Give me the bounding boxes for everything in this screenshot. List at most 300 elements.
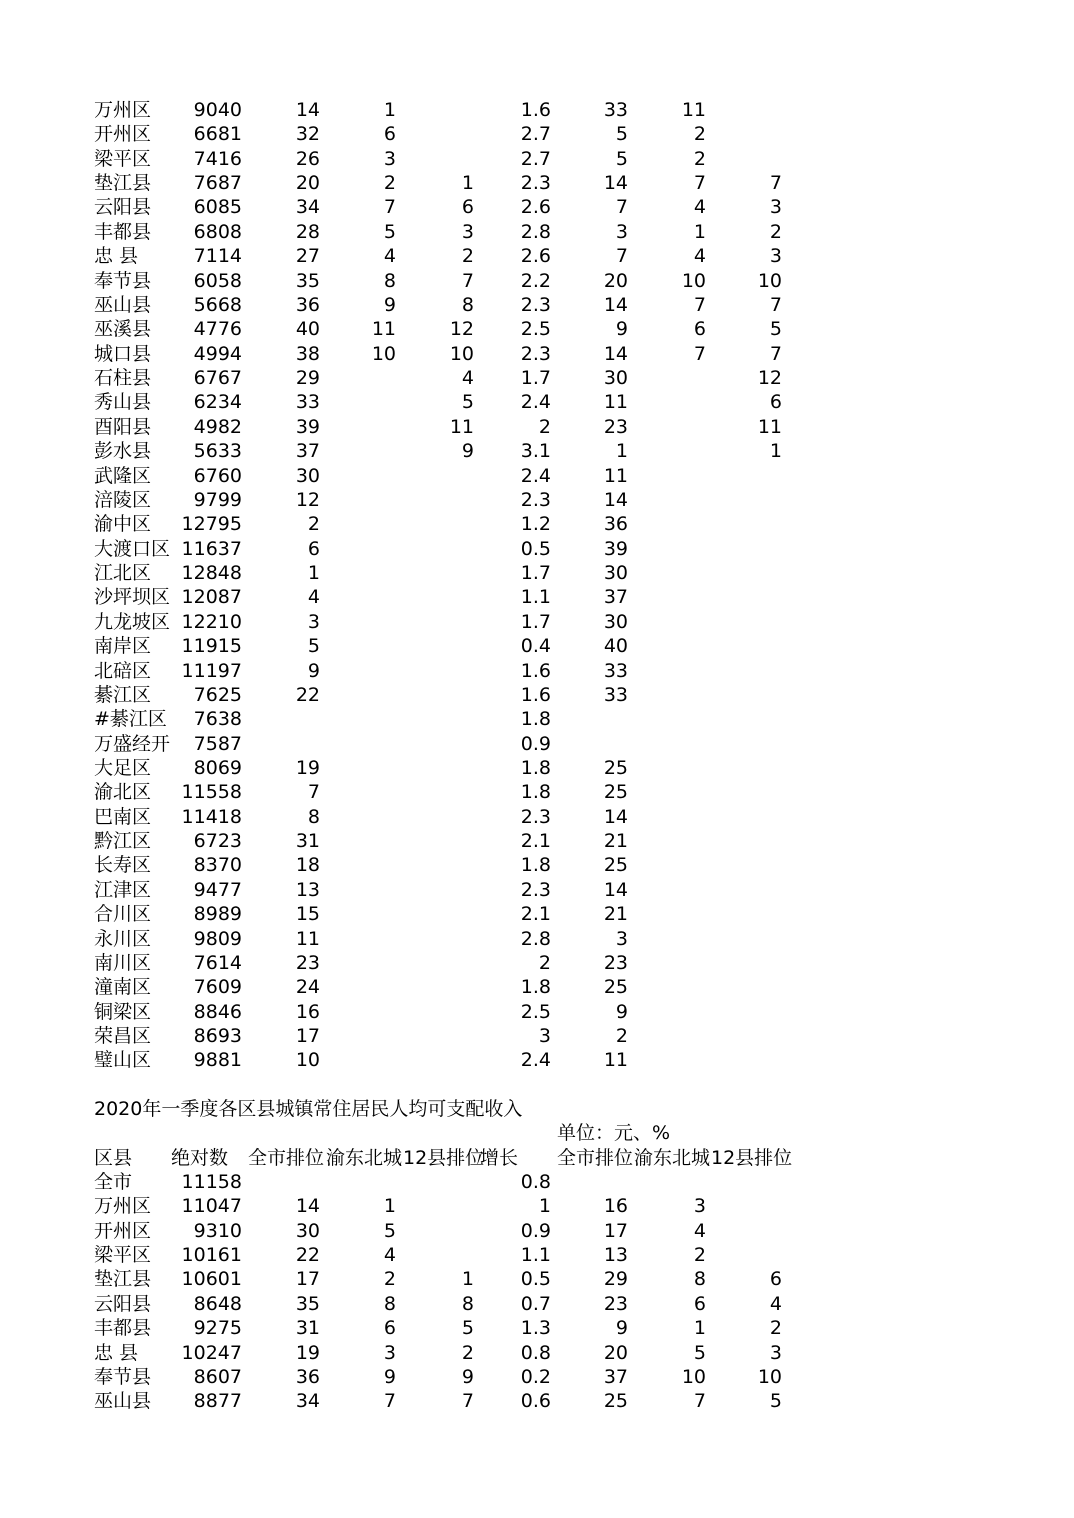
growth-county12-rank: 3 xyxy=(769,1341,782,1364)
growth-yudong-rank: 2 xyxy=(693,1244,706,1267)
city-rank: 15 xyxy=(295,903,320,926)
city-rank: 27 xyxy=(295,245,320,268)
growth-city-rank: 7 xyxy=(615,245,628,268)
absolute-value: 8693 xyxy=(193,1025,242,1048)
absolute-value: 7609 xyxy=(193,976,242,999)
county12-rank: 2 xyxy=(461,245,474,268)
city-rank: 32 xyxy=(295,123,320,146)
county12-rank: 5 xyxy=(461,1317,474,1340)
city-rank: 18 xyxy=(295,854,320,877)
growth-rate: 2.5 xyxy=(520,1000,551,1023)
growth-city-rank: 37 xyxy=(603,586,628,609)
growth-county12-rank: 7 xyxy=(769,342,782,365)
county-name: 黔江区 xyxy=(94,830,152,853)
table-row xyxy=(0,317,1074,341)
city-rank: 1 xyxy=(307,562,320,585)
absolute-value: 6723 xyxy=(193,830,242,853)
growth-yudong-rank: 2 xyxy=(693,123,706,146)
growth-city-rank: 30 xyxy=(603,367,628,390)
absolute-value: 7416 xyxy=(193,147,242,170)
table-row xyxy=(0,342,1074,366)
absolute-value: 7587 xyxy=(193,732,242,755)
city-rank: 26 xyxy=(295,147,320,170)
county-name: 梁平区 xyxy=(94,147,152,170)
county12-rank: 6 xyxy=(461,196,474,219)
table-row xyxy=(0,1170,1074,1194)
growth-rate: 2.4 xyxy=(520,391,551,414)
yudong-rank: 4 xyxy=(383,245,396,268)
growth-county12-rank: 11 xyxy=(757,415,782,438)
growth-rate: 0.9 xyxy=(520,1219,551,1242)
growth-rate: 0.5 xyxy=(520,537,551,560)
yudong-rank: 3 xyxy=(383,1341,396,1364)
header-yudong: 渝东北城 xyxy=(326,1147,403,1169)
growth-city-rank: 33 xyxy=(603,99,628,121)
yudong-rank: 7 xyxy=(383,196,396,219)
growth-yudong-rank: 6 xyxy=(693,318,706,341)
growth-city-rank: 9 xyxy=(615,1000,628,1023)
growth-city-rank: 30 xyxy=(603,562,628,585)
table-row xyxy=(0,147,1074,171)
absolute-value: 11047 xyxy=(181,1195,242,1218)
table-row xyxy=(0,829,1074,853)
table-row xyxy=(0,927,1074,951)
growth-rate: 1.2 xyxy=(520,513,551,536)
city-rank: 28 xyxy=(295,220,320,243)
table-row xyxy=(0,293,1074,317)
county-name: 铜梁区 xyxy=(94,1000,152,1023)
table-row xyxy=(0,464,1074,488)
growth-rate: 1.8 xyxy=(520,756,551,779)
yudong-rank: 1 xyxy=(383,99,396,121)
growth-rate: 2.6 xyxy=(520,245,551,268)
absolute-value: 9881 xyxy=(193,1049,242,1072)
growth-city-rank: 20 xyxy=(603,269,628,292)
growth-city-rank: 9 xyxy=(615,318,628,341)
county-name: 云阳县 xyxy=(94,196,152,219)
table-row xyxy=(0,659,1074,683)
city-rank: 11 xyxy=(295,927,320,950)
absolute-value: 4994 xyxy=(193,342,242,365)
table-row xyxy=(0,1316,1074,1340)
absolute-value: 4776 xyxy=(193,318,242,341)
table-row xyxy=(0,1000,1074,1024)
table-row xyxy=(0,780,1074,804)
city-rank: 13 xyxy=(295,878,320,901)
growth-county12-rank: 10 xyxy=(757,269,782,292)
growth-yudong-rank: 6 xyxy=(693,1292,706,1315)
city-rank: 19 xyxy=(295,1341,320,1364)
growth-county12-rank: 6 xyxy=(769,1268,782,1291)
city-rank: 2 xyxy=(307,513,320,536)
growth-rate: 1.7 xyxy=(520,562,551,585)
absolute-value: 8989 xyxy=(193,903,242,926)
growth-rate: 2.7 xyxy=(520,123,551,146)
yudong-rank: 8 xyxy=(383,269,396,292)
absolute-value: 6058 xyxy=(193,269,242,292)
county-name: 涪陵区 xyxy=(94,488,152,511)
growth-yudong-rank: 1 xyxy=(693,1317,706,1340)
county-name: 垫江县 xyxy=(94,172,152,195)
growth-rate: 2.4 xyxy=(520,464,551,487)
table-row xyxy=(0,878,1074,902)
growth-rate: 1.1 xyxy=(520,586,551,609)
yudong-rank: 9 xyxy=(383,293,396,316)
city-rank: 12 xyxy=(295,488,320,511)
table-row xyxy=(0,415,1074,439)
growth-city-rank: 7 xyxy=(615,196,628,219)
absolute-value: 11158 xyxy=(181,1171,242,1193)
header-county12: 12县排位 xyxy=(403,1147,485,1169)
county-name: 丰都县 xyxy=(94,220,152,243)
county12-rank: 10 xyxy=(449,342,474,365)
city-rank: 34 xyxy=(295,1390,320,1413)
growth-city-rank: 37 xyxy=(603,1365,628,1388)
county-name: 彭水县 xyxy=(94,440,152,463)
growth-rate: 1 xyxy=(538,1195,551,1218)
county-name: 忠 县 xyxy=(94,245,139,268)
growth-rate: 1.6 xyxy=(520,659,551,682)
growth-city-rank: 25 xyxy=(603,854,628,877)
yudong-rank: 9 xyxy=(383,1365,396,1388)
table-row xyxy=(0,1267,1074,1291)
growth-rate: 2 xyxy=(538,415,551,438)
city-rank: 19 xyxy=(295,756,320,779)
yudong-rank: 6 xyxy=(383,1317,396,1340)
absolute-value: 10161 xyxy=(181,1244,242,1267)
growth-yudong-rank: 4 xyxy=(693,245,706,268)
growth-rate: 2.5 xyxy=(520,318,551,341)
growth-county12-rank: 7 xyxy=(769,172,782,195)
growth-city-rank: 14 xyxy=(603,488,628,511)
growth-city-rank: 25 xyxy=(603,781,628,804)
county-name: 沙坪坝区 xyxy=(94,586,171,609)
city-rank: 36 xyxy=(295,1365,320,1388)
growth-city-rank: 3 xyxy=(615,927,628,950)
table-row xyxy=(0,756,1074,780)
county12-rank: 9 xyxy=(461,440,474,463)
county12-rank: 9 xyxy=(461,1365,474,1388)
growth-city-rank: 5 xyxy=(615,123,628,146)
growth-city-rank: 25 xyxy=(603,1390,628,1413)
county-name: 开州区 xyxy=(94,123,152,146)
city-rank: 3 xyxy=(307,610,320,633)
county-name: 巫山县 xyxy=(94,1390,152,1413)
absolute-value: 11637 xyxy=(181,537,242,560)
absolute-value: 6085 xyxy=(193,196,242,219)
table-row xyxy=(0,683,1074,707)
absolute-value: 9809 xyxy=(193,927,242,950)
growth-rate: 2.8 xyxy=(520,927,551,950)
growth-city-rank: 13 xyxy=(603,1244,628,1267)
growth-yudong-rank: 4 xyxy=(693,1219,706,1242)
county-name: 巴南区 xyxy=(94,805,152,828)
county-name: 南川区 xyxy=(94,951,152,974)
county-name: 璧山区 xyxy=(94,1049,152,1072)
growth-rate: 2.1 xyxy=(520,903,551,926)
county-name: 忠 县 xyxy=(94,1341,139,1364)
city-rank: 17 xyxy=(295,1025,320,1048)
yudong-rank: 7 xyxy=(383,1390,396,1413)
growth-rate: 1.7 xyxy=(520,367,551,390)
header-city-rank: 全市排位 xyxy=(248,1147,325,1169)
county12-rank: 4 xyxy=(461,367,474,390)
absolute-value: 6681 xyxy=(193,123,242,146)
table-row xyxy=(0,975,1074,999)
growth-city-rank: 14 xyxy=(603,342,628,365)
growth-rate: 2.2 xyxy=(520,269,551,292)
growth-rate: 2.1 xyxy=(520,830,551,853)
table-row xyxy=(0,902,1074,926)
yudong-rank: 3 xyxy=(383,147,396,170)
growth-city-rank: 23 xyxy=(603,1292,628,1315)
yudong-rank: 6 xyxy=(383,123,396,146)
table-row xyxy=(0,1024,1074,1048)
yudong-rank: 5 xyxy=(383,1219,396,1242)
growth-city-rank: 5 xyxy=(615,147,628,170)
absolute-value: 10601 xyxy=(181,1268,242,1291)
growth-rate: 1.7 xyxy=(520,610,551,633)
absolute-value: 12795 xyxy=(181,513,242,536)
section-title: 2020年一季度各区县城镇常住居民人均可支配收入 xyxy=(94,1098,523,1120)
county-name: 城口县 xyxy=(94,342,152,365)
absolute-value: 12087 xyxy=(181,586,242,609)
absolute-value: 12210 xyxy=(181,610,242,633)
growth-rate: 2 xyxy=(538,951,551,974)
growth-yudong-rank: 7 xyxy=(693,293,706,316)
growth-county12-rank: 5 xyxy=(769,1390,782,1413)
county-name: 渝北区 xyxy=(94,781,152,804)
county-name: 梁平区 xyxy=(94,1244,152,1267)
county12-rank: 3 xyxy=(461,220,474,243)
unit-label: 单位：元、% xyxy=(557,1122,671,1144)
table-row xyxy=(0,732,1074,756)
absolute-value: 11197 xyxy=(181,659,242,682)
growth-yudong-rank: 11 xyxy=(681,99,706,121)
growth-city-rank: 23 xyxy=(603,415,628,438)
growth-rate: 2.3 xyxy=(520,172,551,195)
absolute-value: 8370 xyxy=(193,854,242,877)
growth-county12-rank: 7 xyxy=(769,293,782,316)
county12-rank: 8 xyxy=(461,293,474,316)
growth-county12-rank: 2 xyxy=(769,220,782,243)
table-row xyxy=(0,439,1074,463)
county-name: 武隆区 xyxy=(94,464,152,487)
county-name: 北碚区 xyxy=(94,659,152,682)
yudong-rank: 5 xyxy=(383,220,396,243)
growth-county12-rank: 3 xyxy=(769,245,782,268)
county-name: 潼南区 xyxy=(94,976,152,999)
absolute-value: 9310 xyxy=(193,1219,242,1242)
county-name: 綦江区 xyxy=(94,683,152,706)
table-row xyxy=(0,1341,1074,1365)
growth-rate: 1.8 xyxy=(520,708,551,731)
table-row xyxy=(0,244,1074,268)
growth-city-rank: 3 xyxy=(615,220,628,243)
city-rank: 22 xyxy=(295,1244,320,1267)
city-rank: 37 xyxy=(295,440,320,463)
absolute-value: 10247 xyxy=(181,1341,242,1364)
city-rank: 24 xyxy=(295,976,320,999)
growth-yudong-rank: 7 xyxy=(693,1390,706,1413)
city-rank: 4 xyxy=(307,586,320,609)
table-row xyxy=(0,1194,1074,1218)
county-name: 奉节县 xyxy=(94,1365,152,1388)
table-row xyxy=(0,269,1074,293)
county-name: #綦江区 xyxy=(94,708,167,731)
growth-rate: 2.3 xyxy=(520,488,551,511)
growth-city-rank: 21 xyxy=(603,830,628,853)
absolute-value: 8846 xyxy=(193,1000,242,1023)
city-rank: 22 xyxy=(295,683,320,706)
growth-city-rank: 20 xyxy=(603,1341,628,1364)
growth-county12-rank: 3 xyxy=(769,196,782,219)
growth-yudong-rank: 7 xyxy=(693,172,706,195)
growth-rate: 2.3 xyxy=(520,805,551,828)
table-row xyxy=(0,488,1074,512)
growth-rate: 2.6 xyxy=(520,196,551,219)
header-absolute: 绝对数 xyxy=(171,1147,229,1169)
table-row xyxy=(0,805,1074,829)
county-name: 南岸区 xyxy=(94,635,152,658)
growth-city-rank: 9 xyxy=(615,1317,628,1340)
absolute-value: 7638 xyxy=(193,708,242,731)
growth-rate: 2.3 xyxy=(520,342,551,365)
absolute-value: 6767 xyxy=(193,367,242,390)
growth-rate: 3 xyxy=(538,1025,551,1048)
county-name: 巫溪县 xyxy=(94,318,152,341)
county12-rank: 12 xyxy=(449,318,474,341)
yudong-rank: 10 xyxy=(371,342,396,365)
city-rank: 29 xyxy=(295,367,320,390)
county-name: 奉节县 xyxy=(94,269,152,292)
growth-yudong-rank: 8 xyxy=(693,1268,706,1291)
county-name: 万州区 xyxy=(94,1195,152,1218)
table-row xyxy=(0,561,1074,585)
city-rank: 35 xyxy=(295,269,320,292)
growth-city-rank: 29 xyxy=(603,1268,628,1291)
city-rank: 36 xyxy=(295,293,320,316)
growth-county12-rank: 10 xyxy=(757,1365,782,1388)
growth-rate: 0.6 xyxy=(520,1390,551,1413)
absolute-value: 7687 xyxy=(193,172,242,195)
absolute-value: 6234 xyxy=(193,391,242,414)
growth-rate: 2.8 xyxy=(520,220,551,243)
table-row xyxy=(0,1292,1074,1316)
absolute-value: 9477 xyxy=(193,878,242,901)
absolute-value: 11558 xyxy=(181,781,242,804)
growth-rate: 2.3 xyxy=(520,878,551,901)
city-rank: 34 xyxy=(295,196,320,219)
absolute-value: 7614 xyxy=(193,951,242,974)
absolute-value: 7625 xyxy=(193,683,242,706)
growth-yudong-rank: 10 xyxy=(681,269,706,292)
growth-city-rank: 16 xyxy=(603,1195,628,1218)
growth-rate: 1.6 xyxy=(520,99,551,121)
yudong-rank: 2 xyxy=(383,172,396,195)
growth-rate: 1.8 xyxy=(520,976,551,999)
growth-city-rank: 30 xyxy=(603,610,628,633)
growth-rate: 2.3 xyxy=(520,293,551,316)
city-rank: 14 xyxy=(295,99,320,121)
growth-county12-rank: 1 xyxy=(769,440,782,463)
table-row xyxy=(0,634,1074,658)
absolute-value: 4982 xyxy=(193,415,242,438)
absolute-value: 7114 xyxy=(193,245,242,268)
growth-city-rank: 11 xyxy=(603,1049,628,1072)
city-rank: 10 xyxy=(295,1049,320,1072)
absolute-value: 8877 xyxy=(193,1390,242,1413)
city-rank: 6 xyxy=(307,537,320,560)
county-name: 万盛经开 xyxy=(94,732,171,755)
county12-rank: 7 xyxy=(461,1390,474,1413)
growth-city-rank: 14 xyxy=(603,293,628,316)
growth-city-rank: 14 xyxy=(603,878,628,901)
yudong-rank: 2 xyxy=(383,1268,396,1291)
header-city-rank-2: 全市排位 xyxy=(557,1147,634,1169)
absolute-value: 12848 xyxy=(181,562,242,585)
absolute-value: 5668 xyxy=(193,293,242,316)
growth-rate: 0.4 xyxy=(520,635,551,658)
county-name: 万州区 xyxy=(94,99,152,121)
county-name: 开州区 xyxy=(94,1219,152,1242)
growth-city-rank: 11 xyxy=(603,464,628,487)
city-rank: 9 xyxy=(307,659,320,682)
growth-yudong-rank: 5 xyxy=(693,1341,706,1364)
absolute-value: 8069 xyxy=(193,756,242,779)
growth-county12-rank: 2 xyxy=(769,1317,782,1340)
table-row xyxy=(0,853,1074,877)
county-name: 渝中区 xyxy=(94,513,152,536)
county12-rank: 8 xyxy=(461,1292,474,1315)
city-rank: 38 xyxy=(295,342,320,365)
city-rank: 39 xyxy=(295,415,320,438)
absolute-value: 9040 xyxy=(193,99,242,121)
table-row xyxy=(0,585,1074,609)
growth-city-rank: 33 xyxy=(603,683,628,706)
absolute-value: 11915 xyxy=(181,635,242,658)
growth-city-rank: 33 xyxy=(603,659,628,682)
county-name: 秀山县 xyxy=(94,391,152,414)
yudong-rank: 1 xyxy=(383,1195,396,1218)
growth-rate: 0.8 xyxy=(520,1341,551,1364)
growth-yudong-rank: 3 xyxy=(693,1195,706,1218)
growth-yudong-rank: 4 xyxy=(693,196,706,219)
county-name: 石柱县 xyxy=(94,367,152,390)
table-row xyxy=(0,171,1074,195)
county-name: 长寿区 xyxy=(94,854,152,877)
city-rank: 7 xyxy=(307,781,320,804)
header-yudong-2: 渝东北城 xyxy=(634,1147,711,1169)
yudong-rank: 11 xyxy=(371,318,396,341)
county-name: 九龙坡区 xyxy=(94,610,171,633)
county-name: 垫江县 xyxy=(94,1268,152,1291)
city-rank: 14 xyxy=(295,1195,320,1218)
yudong-rank: 8 xyxy=(383,1292,396,1315)
county12-rank: 1 xyxy=(461,1268,474,1291)
table-header xyxy=(0,1146,1074,1170)
table-row xyxy=(0,98,1074,122)
city-rank: 35 xyxy=(295,1292,320,1315)
table-row xyxy=(0,366,1074,390)
table-row xyxy=(0,512,1074,536)
growth-city-rank: 21 xyxy=(603,903,628,926)
table-row xyxy=(0,1048,1074,1072)
table-row xyxy=(0,1389,1074,1413)
city-rank: 30 xyxy=(295,1219,320,1242)
growth-city-rank: 23 xyxy=(603,951,628,974)
city-rank: 17 xyxy=(295,1268,320,1291)
